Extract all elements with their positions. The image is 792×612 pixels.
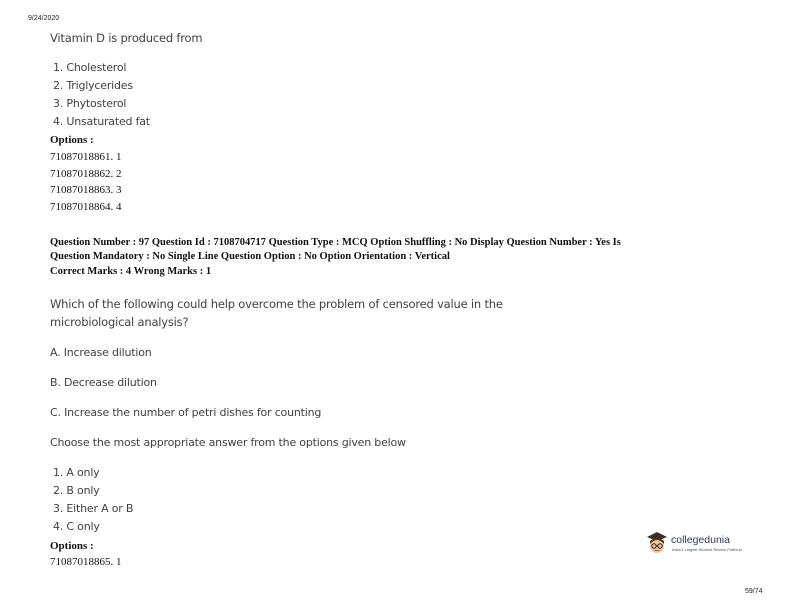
q96-option-id-1: 71087018861. 1 <box>50 151 122 163</box>
q97-choice-4: 4. C only <box>53 520 100 533</box>
q97-meta-line-1: Question Number : 97 Question Id : 7108704717 Question Type : MCQ Option Shuffling : No Display Question Number : Yes Is <box>50 237 621 248</box>
q97-statement-c: C. Increase the number of petri dishes for counting <box>50 406 322 419</box>
question-97-text-line-2: microbiological analysis? <box>50 315 189 329</box>
q96-option-id-4: 71087018864. 4 <box>50 201 122 213</box>
q97-choice-2: 2. B only <box>53 484 100 497</box>
question-97-text-line-1: Which of the following could help overcome the problem of censored value in the <box>50 297 503 311</box>
q96-choice-3: 3. Phytosterol <box>53 97 127 110</box>
q97-instruction: Choose the most appropriate answer from the options given below <box>50 436 406 449</box>
graduate-mascot-icon <box>645 530 669 556</box>
logo-wordmark: collegedunia <box>671 534 730 546</box>
q97-choice-3: 3. Either A or B <box>53 502 134 515</box>
q96-options-label: Options : <box>50 134 94 146</box>
logo-tagline: India's Largest Student Review Platform <box>672 548 742 552</box>
question-96-text: Vitamin D is produced from <box>50 31 203 45</box>
q97-option-id-1: 71087018865. 1 <box>50 556 122 568</box>
print-date: 9/24/2020 <box>28 15 60 22</box>
page-number: 59/74 <box>745 588 763 595</box>
q96-choice-1: 1. Cholesterol <box>53 61 127 74</box>
q96-choice-2: 2. Triglycerides <box>53 79 133 92</box>
q96-option-id-3: 71087018863. 3 <box>50 184 122 196</box>
q97-meta-line-3: Correct Marks : 4 Wrong Marks : 1 <box>50 266 212 277</box>
collegedunia-logo <box>645 530 745 558</box>
q97-options-label: Options : <box>50 540 94 552</box>
q97-statement-b: B. Decrease dilution <box>50 376 157 389</box>
q96-choice-4: 4. Unsaturated fat <box>53 115 150 128</box>
q97-statement-a: A. Increase dilution <box>50 346 152 359</box>
q96-option-id-2: 71087018862. 2 <box>50 168 122 180</box>
q97-meta-line-2: Question Mandatory : No Single Line Question Option : No Option Orientation : Vertical <box>50 251 450 262</box>
q97-choice-1: 1. A only <box>53 466 100 479</box>
